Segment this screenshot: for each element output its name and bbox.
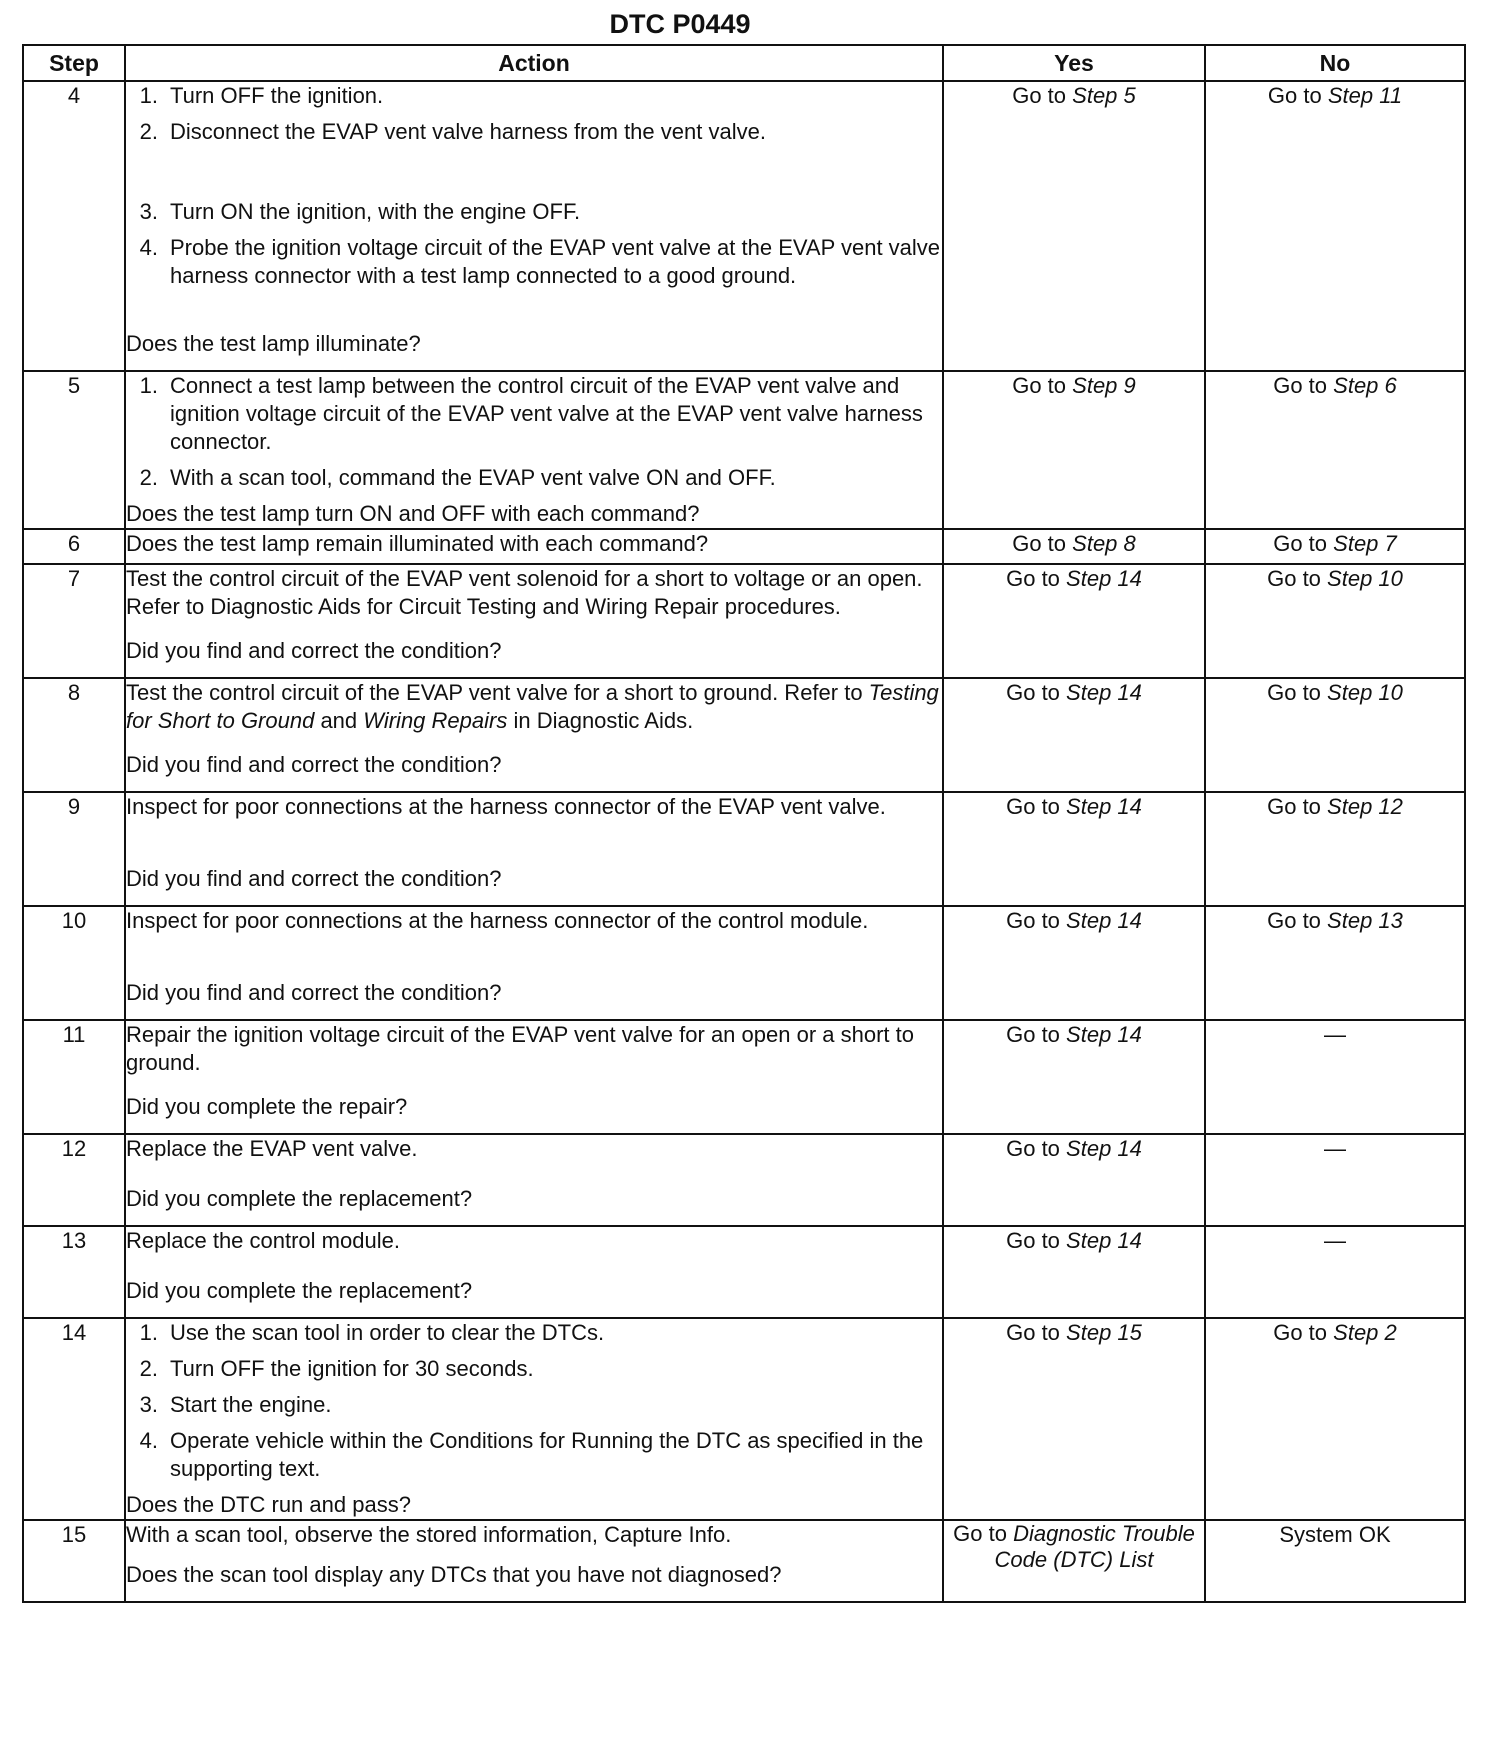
action-content	[126, 82, 942, 358]
step-number: 7	[23, 564, 125, 678]
action-cell	[125, 1226, 943, 1318]
question-text: Does the test lamp remain illuminated with each command?	[126, 531, 709, 556]
step-link[interactable]: Step 13	[1327, 908, 1403, 933]
action-cell	[125, 792, 943, 906]
action-instructions	[126, 1227, 942, 1255]
step-link[interactable]: Step 14	[1066, 908, 1142, 933]
action-cell	[125, 1520, 943, 1602]
question-text: Did you complete the repair?	[126, 1094, 408, 1119]
question-text: Did you find and correct the condition?	[126, 638, 502, 663]
item-text: Use the scan tool in order to clear the DTCs.	[170, 1320, 605, 1345]
no-result	[1205, 1226, 1465, 1318]
no-result	[1205, 906, 1465, 1020]
item-number: 1.	[139, 373, 158, 398]
question-text: Did you complete the replacement?	[126, 1186, 473, 1211]
no-result	[1205, 81, 1465, 371]
go-to-label: Go to	[1267, 566, 1321, 591]
step-link[interactable]: Step 2	[1333, 1320, 1397, 1345]
action-instructions	[126, 679, 942, 735]
step-number: 15	[23, 1520, 125, 1602]
item-text: Operate vehicle within the Conditions for Running the DTC as specified in the supporting text.	[170, 1428, 924, 1481]
go-to-label: Go to	[1012, 83, 1067, 108]
go-to-label: Go to	[1267, 680, 1321, 705]
action-cell	[125, 1020, 943, 1134]
action-instructions	[126, 565, 942, 621]
action-content	[126, 1021, 942, 1121]
yes-result	[943, 678, 1205, 792]
item-text: With a scan tool, command the EVAP vent valve ON and OFF.	[170, 465, 776, 490]
action-content	[126, 1521, 942, 1589]
go-to-label: Go to	[1006, 1022, 1060, 1047]
action-instructions	[126, 1521, 942, 1549]
step-link[interactable]: Step 14	[1066, 1228, 1142, 1253]
no-result	[1205, 678, 1465, 792]
step-number: 11	[23, 1020, 125, 1134]
yes-result	[943, 529, 1205, 564]
step-link[interactable]: Step 10	[1327, 680, 1403, 705]
table-row	[23, 678, 1465, 792]
step-number: 4	[23, 81, 125, 371]
action-content	[126, 679, 942, 779]
step-link[interactable]: Step 10	[1327, 566, 1403, 591]
question-text: Does the DTC run and pass?	[126, 1492, 411, 1517]
step-link[interactable]: Step 9	[1072, 373, 1136, 398]
list-item	[126, 82, 942, 110]
step-number: 8	[23, 678, 125, 792]
go-to-label: Go to	[1012, 373, 1067, 398]
step-number: 5	[23, 371, 125, 529]
action-content	[126, 530, 942, 558]
item-text: Turn ON the ignition, with the engine OFF.	[170, 199, 581, 224]
action-content	[126, 907, 942, 1007]
instruction-text: Repair the ignition voltage circuit of the EVAP vent valve for an open or a short to ground.	[126, 1022, 914, 1075]
go-to-label: Go to	[1006, 1136, 1060, 1161]
item-number: 3.	[139, 1392, 158, 1417]
step-link[interactable]: Step 14	[1066, 794, 1142, 819]
go-to-label: Go to	[1006, 680, 1060, 705]
list-item	[126, 118, 942, 146]
numbered-steps	[126, 82, 942, 290]
action-content	[126, 1227, 942, 1305]
action-instructions	[126, 793, 942, 821]
go-to-label: Go to	[1006, 566, 1060, 591]
instruction-text: Inspect for poor connections at the harness connector of the control module.	[126, 908, 869, 933]
item-number: 4.	[139, 1428, 158, 1453]
go-to-label: Go to	[1006, 1320, 1060, 1345]
action-cell	[125, 529, 943, 564]
question-text: Does the test lamp illuminate?	[126, 331, 421, 356]
dtc-list-link[interactable]: Diagnostic Trouble Code (DTC) List	[994, 1521, 1195, 1572]
go-to-label: Go to	[1267, 908, 1321, 933]
action-cell	[125, 564, 943, 678]
yes-result	[943, 564, 1205, 678]
table-row	[23, 371, 1465, 529]
question-text: Did you find and correct the condition?	[126, 752, 502, 777]
item-number: 2.	[139, 465, 158, 490]
yes-result	[943, 81, 1205, 371]
yes-result	[943, 1520, 1205, 1602]
instruction-text: Replace the EVAP vent valve.	[126, 1136, 418, 1161]
no-result	[1205, 529, 1465, 564]
table-row	[23, 1134, 1465, 1226]
column-header-no: No	[1205, 45, 1465, 81]
action-cell	[125, 906, 943, 1020]
table-row	[23, 1020, 1465, 1134]
step-number: 14	[23, 1318, 125, 1520]
yes-result	[943, 1226, 1205, 1318]
yes-result	[943, 906, 1205, 1020]
go-to-label: Go to	[1273, 531, 1328, 556]
action-instructions	[126, 1319, 942, 1491]
system-ok-text: System OK	[1279, 1522, 1391, 1547]
action-content	[126, 793, 942, 893]
text-segment: in Diagnostic Aids.	[507, 708, 694, 733]
go-to-label: Go to	[1273, 1320, 1328, 1345]
yes-result	[943, 1318, 1205, 1520]
item-text: Start the engine.	[170, 1392, 332, 1417]
action-instructions	[126, 907, 942, 935]
no-result	[1205, 564, 1465, 678]
instruction-text: Test the control circuit of the EVAP vent solenoid for a short to voltage or an open. Refer to Diagnostic Aids for Circuit Testing and Wiring Repair procedures.	[126, 566, 923, 619]
step-link[interactable]: Step 14	[1066, 1022, 1142, 1047]
step-link[interactable]: Step 7	[1333, 531, 1397, 556]
table-row	[23, 792, 1465, 906]
table-row	[23, 564, 1465, 678]
action-content	[126, 372, 942, 528]
question-text: Did you complete the replacement?	[126, 1278, 473, 1303]
question-text: Did you find and correct the condition?	[126, 980, 502, 1005]
item-text: Turn OFF the ignition.	[170, 83, 384, 108]
page-title: DTC P0449	[609, 9, 751, 39]
instruction-text	[126, 679, 942, 735]
yes-result	[943, 792, 1205, 906]
action-instructions	[126, 372, 942, 500]
yes-result	[943, 1020, 1205, 1134]
instruction-text: With a scan tool, observe the stored information, Capture Info.	[126, 1522, 732, 1547]
action-instructions	[126, 82, 942, 298]
item-number: 3.	[139, 199, 158, 224]
step-link[interactable]: Step 14	[1066, 1136, 1142, 1161]
no-result	[1205, 1134, 1465, 1226]
action-instructions	[126, 1135, 942, 1163]
yes-result	[943, 371, 1205, 529]
list-item	[126, 1391, 942, 1419]
list-item	[126, 1319, 942, 1347]
list-item	[126, 372, 942, 456]
list-item	[126, 1427, 942, 1483]
no-result	[1205, 1020, 1465, 1134]
step-number: 13	[23, 1226, 125, 1318]
table-row	[23, 529, 1465, 564]
step-number: 6	[23, 529, 125, 564]
list-item	[126, 198, 942, 226]
step-link[interactable]: Step 14	[1066, 680, 1142, 705]
go-to-label: Go to	[1273, 373, 1328, 398]
item-number: 4.	[139, 235, 158, 260]
step-link[interactable]: Step 12	[1327, 794, 1403, 819]
step-number: 10	[23, 906, 125, 1020]
action-cell	[125, 371, 943, 529]
item-text: Disconnect the EVAP vent valve harness from the vent valve.	[170, 119, 766, 144]
step-link[interactable]: Step 8	[1072, 531, 1136, 556]
go-to-label: Go to	[1012, 531, 1067, 556]
step-number: 12	[23, 1134, 125, 1226]
table-row	[23, 1318, 1465, 1520]
action-content	[126, 1319, 942, 1519]
list-item	[126, 1355, 942, 1383]
go-to-label: Go to	[1006, 1228, 1060, 1253]
action-content	[126, 1135, 942, 1213]
item-number: 1.	[139, 1320, 158, 1345]
item-text: Probe the ignition voltage circuit of the EVAP vent valve at the EVAP vent valve harness connector with a test lamp connected to a good ground.	[170, 235, 941, 288]
list-item	[126, 464, 942, 492]
go-to-label: Go to	[1267, 794, 1321, 819]
not-applicable-dash: —	[1324, 1136, 1346, 1161]
table-row	[23, 81, 1465, 371]
no-result	[1205, 371, 1465, 529]
numbered-steps	[126, 1319, 942, 1483]
no-result	[1205, 1318, 1465, 1520]
table-row	[23, 1520, 1465, 1602]
item-text: Connect a test lamp between the control circuit of the EVAP vent valve and ignition voltage circuit of the EVAP vent valve at the EVAP vent valve harness connector.	[170, 373, 923, 454]
text-segment: and	[314, 708, 364, 733]
item-number: 1.	[139, 83, 158, 108]
diagnostic-table	[22, 44, 1466, 1603]
step-link[interactable]: Step 5	[1072, 83, 1136, 108]
question-text: Does the test lamp turn ON and OFF with each command?	[126, 501, 700, 526]
reference-link: Wiring Repairs	[363, 708, 508, 733]
not-applicable-dash: —	[1324, 1228, 1346, 1253]
action-content	[126, 565, 942, 665]
not-applicable-dash: —	[1324, 1022, 1346, 1047]
no-result	[1205, 792, 1465, 906]
go-to-label: Go to	[1267, 83, 1322, 108]
instruction-text: Inspect for poor connections at the harness connector of the EVAP vent valve.	[126, 794, 886, 819]
action-cell	[125, 678, 943, 792]
action-cell	[125, 1318, 943, 1520]
go-to-label: Go to	[1006, 794, 1060, 819]
step-number: 9	[23, 792, 125, 906]
question-text: Does the scan tool display any DTCs that you have not diagnosed?	[126, 1562, 782, 1587]
yes-result	[943, 1134, 1205, 1226]
table-row	[23, 906, 1465, 1020]
go-to-label: Go to	[953, 1521, 1007, 1546]
no-result	[1205, 1520, 1465, 1602]
item-number: 2.	[139, 119, 158, 144]
go-to-label: Go to	[1006, 908, 1060, 933]
reference-link: Testing for Short to Ground	[126, 680, 939, 733]
step-link[interactable]: Step 11	[1327, 83, 1403, 108]
item-number: 2.	[139, 1356, 158, 1381]
step-link[interactable]: Step 6	[1333, 373, 1397, 398]
action-cell	[125, 81, 943, 371]
action-instructions	[126, 1021, 942, 1077]
column-header-action: Action	[125, 45, 943, 81]
table-row	[23, 1226, 1465, 1318]
instruction-text: Replace the control module.	[126, 1228, 400, 1253]
column-header-step: Step	[23, 45, 125, 81]
list-item	[126, 234, 942, 290]
action-cell	[125, 1134, 943, 1226]
question-text: Did you find and correct the condition?	[126, 866, 502, 891]
item-text: Turn OFF the ignition for 30 seconds.	[170, 1356, 534, 1381]
numbered-steps	[126, 372, 942, 492]
column-header-yes: Yes	[943, 45, 1205, 81]
text-segment: Test the control circuit of the EVAP vent valve for a short to ground. Refer to	[126, 680, 869, 705]
step-link[interactable]: Step 15	[1066, 1320, 1142, 1345]
step-link[interactable]: Step 14	[1066, 566, 1142, 591]
table-header-row	[23, 45, 1465, 81]
